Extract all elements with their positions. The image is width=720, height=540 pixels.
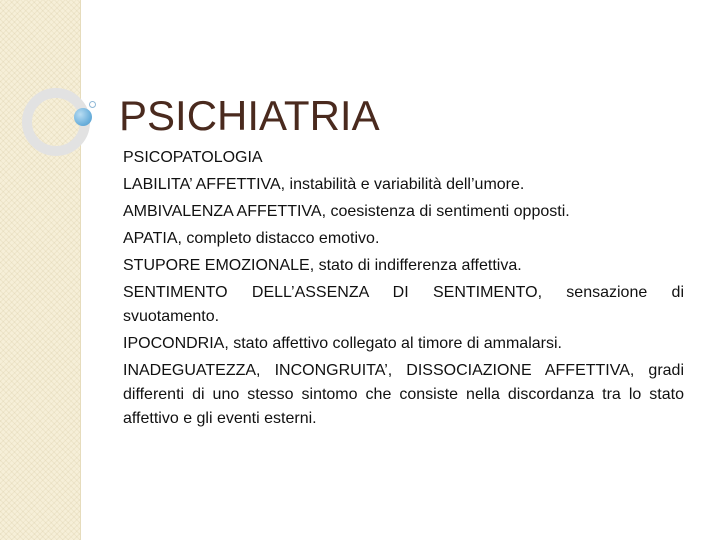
list-item-ipocondria: IPOCONDRIA, stato affettivo collegato al timore di ammalarsi. <box>123 335 562 352</box>
list-item-ambivalenza-affettiva: AMBIVALENZA AFFETTIVA, coesistenza di sentimenti opposti. <box>123 203 570 220</box>
list-item-psicopatologia: PSICOPATOLOGIA <box>123 149 263 166</box>
list-item-sentimento-assenza: SENTIMENTO DELL’ASSENZA DI SENTIMENTO, sensazione di svuotamento. <box>123 284 684 325</box>
list-item-inadeguatezza: INADEGUATEZZA, INCONGRUITA’, DISSOCIAZIONE AFFETTIVA, gradi differenti di uno stesso sintomo che consiste nella discordanza tra lo stato affettivo e gli eventi esterni. <box>123 362 684 427</box>
decorative-blue-dot <box>74 108 92 126</box>
list-item-labilita-affettiva: LABILITA’ AFFETTIVA, instabilità e variabilità dell’umore. <box>123 176 525 193</box>
list-item-apatia: APATIA, completo distacco emotivo. <box>123 230 380 247</box>
slide-content <box>123 146 684 434</box>
decorative-side-strip <box>0 0 81 540</box>
slide-title: PSICHIATRIA <box>119 92 380 139</box>
decorative-small-dot <box>89 101 96 108</box>
list-item-stupore-emozionale: STUPORE EMOZIONALE, stato di indifferenza affettiva. <box>123 257 522 274</box>
